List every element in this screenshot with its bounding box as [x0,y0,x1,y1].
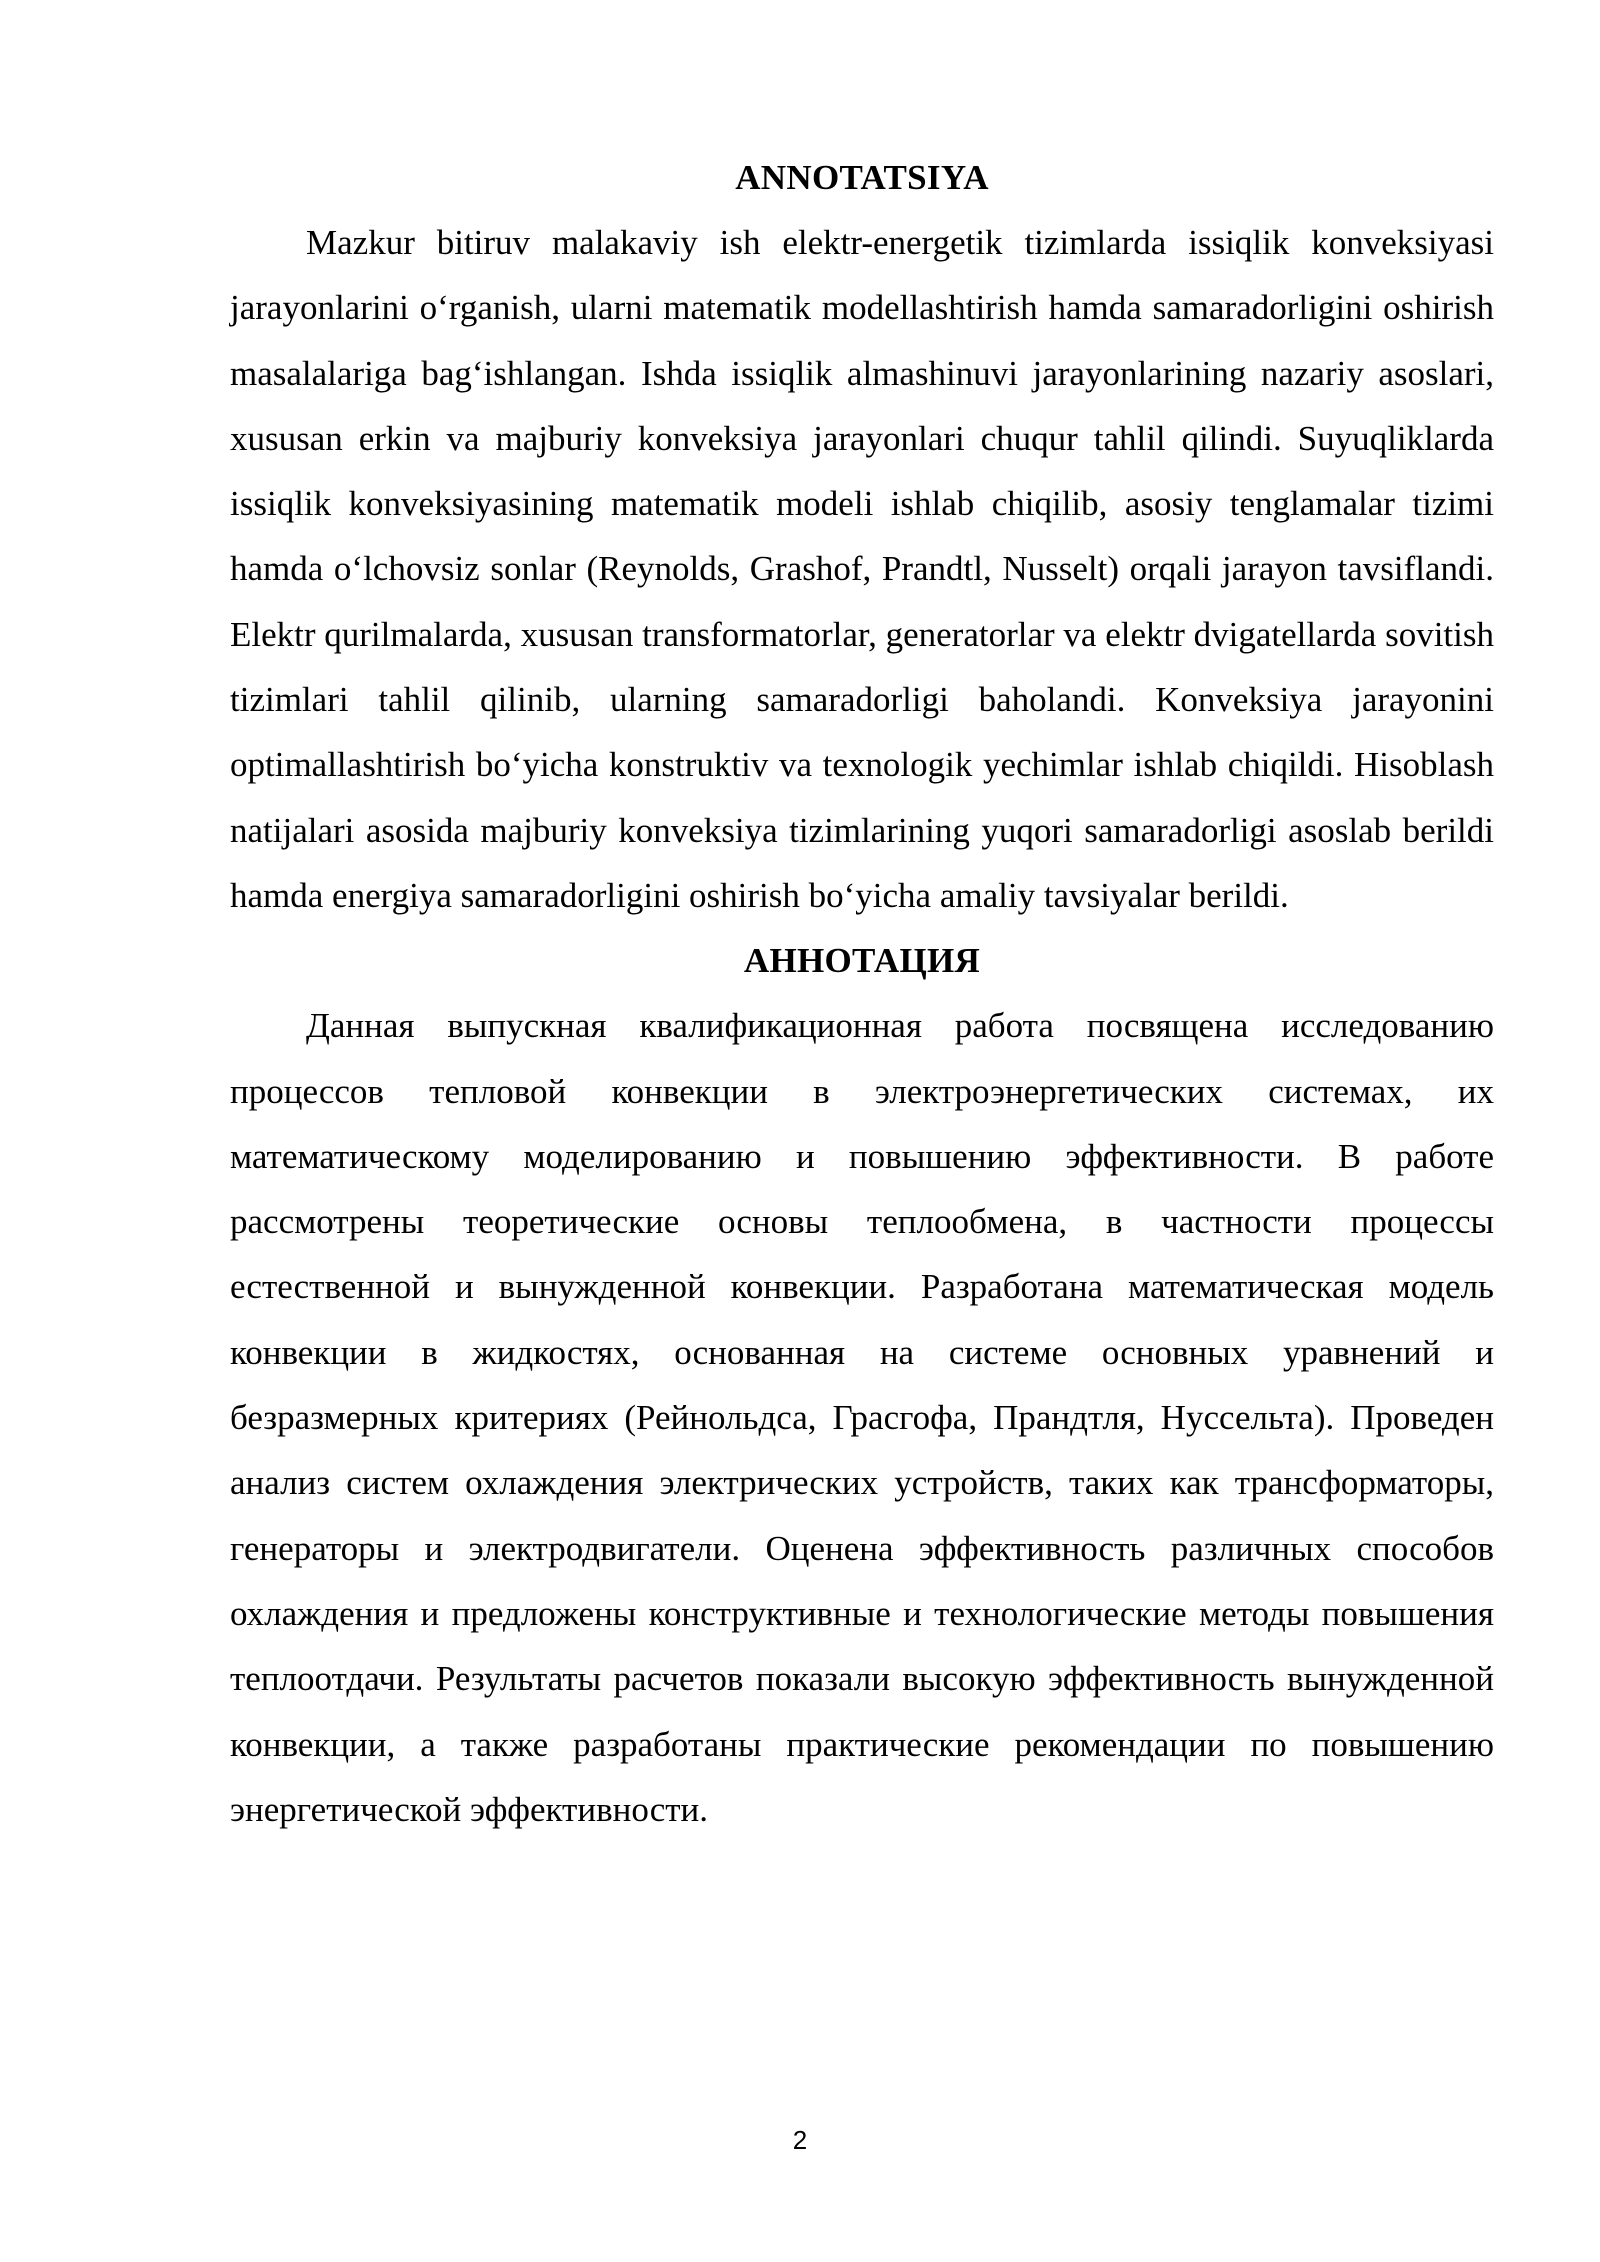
uzbek-annotation-text: Mazkur bitiruv malakaviy ish elektr-energetik tizimlarda issiqlik konveksiyasi jarayonlarini o‘rganish, ularni matematik modellashtirish hamda samaradorligini oshirish masalalariga bag‘ishlangan. Ishda issiqlik almashinuvi jarayonlarining nazariy asoslari, xususan erkin va majburiy konveksiya jarayonlari chuqur tahlil qilindi. Suyuqliklarda issiqlik konveksiyasining matematik modeli ishlab chiqilib, asosiy tenglamalar tizimi hamda o‘lchovsiz sonlar (Reynolds, Grashof, Prandtl, Nusselt) orqali jarayon tavsiflandi. Elektr qurilmalarda, xususan transformatorlar, generatorlar va elektr dvigatellarda sovitish tizimlari tahlil qilinib, ularning samaradorligi baholandi. Konveksiya jarayonini optimallashtirish bo‘yicha konstruktiv va texnologik yechimlar ishlab chiqildi. Hisoblash natijalari asosida majburiy konveksiya tizimlarining yuqori samaradorligi asoslab berildi hamda energiya samaradorligini oshirish bo‘yicha amaliy tavsiyalar berildi. [230,223,1494,915]
russian-annotation-heading: АННОТАЦИЯ [743,941,981,981]
russian-annotation-text: Данная выпускная квалификационная работа посвящена исследованию процессов тепловой конвекции в электроэнергетических системах, их математическому моделированию и повышению эффективности. В работе рассмотрены теоретические основы теплообмена, в частности процессы естественной и вынужденной конвекции. Разработана математическая модель конвекции в жидкостях, основанная на системе основных уравнений и безразмерных критериях (Рейнольдса, Грасгофа, Прандтля, Нуссельта). Проведен анализ систем охлаждения электрических устройств, таких как трансформаторы, генераторы и электродвигатели. Оценена эффективность различных способов охлаждения и предложены конструктивные и технологические методы повышения теплоотдачи. Результаты расчетов показали высокую эффективность вынужденной конвекции, а также разработаны практические рекомендации по повышению энергетической эффективности. [230,1006,1494,1829]
page-number: 2 [792,2125,808,2155]
page-content [230,145,1494,1842]
uzbek-annotation-heading: ANNOTATSIYA [735,158,989,197]
